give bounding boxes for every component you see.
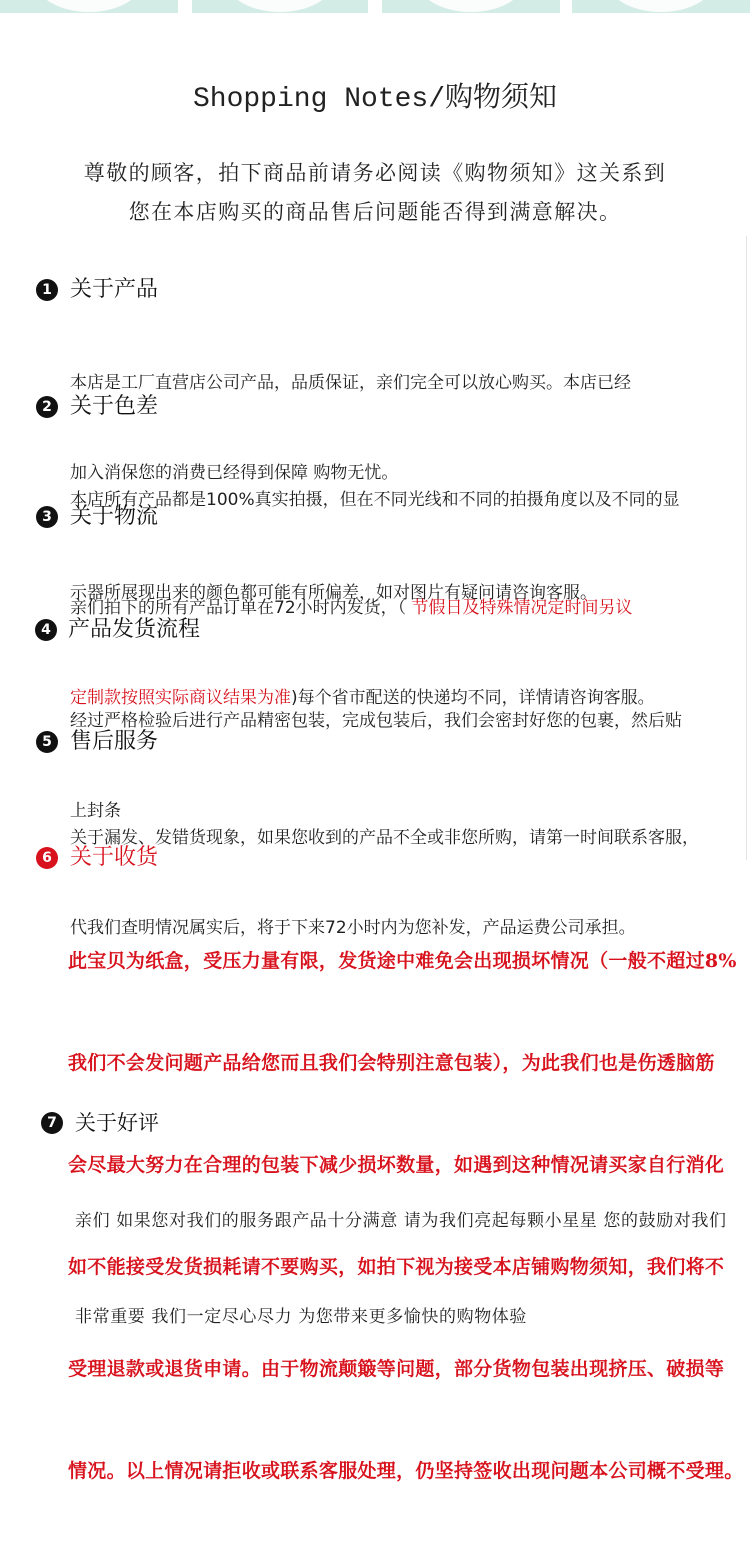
thumbnail-shape: [224, 0, 336, 12]
number-3-icon: 3: [36, 506, 58, 528]
thumbnail-shape: [415, 0, 527, 12]
body-text: 亲们拍下的所有产品订单在72小时内发货，（: [70, 598, 412, 618]
thumbnail-shape: [605, 0, 717, 12]
body-line: 本店所有产品都是100%真实拍摄，但在不同光线和不同的拍摄角度以及不同的显: [70, 490, 680, 510]
body-line: 会尽最大努力在合理的包装下减少损坏数量，如遇到这种情况请买家自行消化: [68, 1154, 725, 1176]
section-heading: 关于物流: [70, 504, 159, 529]
number-7-icon: 7: [41, 1112, 63, 1134]
body-line: 情况。以上情况请拒收或联系客服处理，仍坚持签收出现问题本公司概不受理。: [68, 1460, 744, 1482]
thumbnail-image: [382, 0, 560, 13]
section-heading: 关于好评: [75, 1111, 159, 1135]
number-6-icon: 6: [36, 847, 58, 869]
section-heading: 关于收货: [70, 845, 159, 870]
body-line: 我们不会发问题产品给您而且我们会特别注意包装），为此我们也是伤透脑筋: [68, 1052, 715, 1074]
body-line: 受理退款或退货申请。由于物流颠簸等问题，部分货物包装出现挤压、破损等: [68, 1358, 725, 1380]
section-heading: 关于色差: [70, 394, 159, 419]
body-text: )每个省市配送的快递均不同，详情请咨询客服。: [291, 688, 655, 708]
number-4-icon: 4: [35, 619, 57, 641]
section-heading-row: [0, 843, 750, 873]
thumbnail-shape: [33, 0, 145, 12]
section-heading: 售后服务: [70, 729, 159, 754]
body-line: 关于漏发、发错货现象，如果您收到的产品不全或非您所购，请第一时间联系客服，: [70, 828, 699, 848]
body-line: 如不能接受发货损耗请不要购买，如拍下视为接受本店铺购物须知，我们将不: [68, 1256, 725, 1278]
body-line: 亲们 如果您对我们的服务跟产品十分满意 请为我们亮起每颗小星星 您的鼓励对我们: [75, 1211, 727, 1231]
body-line: 加入消保您的消费已经得到保障 购物无忧。: [70, 463, 399, 483]
body-line: 本店是工厂直营店公司产品，品质保证，亲们完全可以放心购买。本店已经: [70, 373, 631, 393]
body-line: 代我们查明情况属实后，将于下来72小时内为您补发，产品运费公司承担。: [70, 918, 636, 938]
number-1-icon: 1: [36, 279, 58, 301]
section-heading-row: [0, 727, 750, 757]
section-heading-row: [0, 1108, 750, 1138]
body-line: 非常重要 我们一定尽心尽力 为您带来更多愉快的购物体验: [75, 1307, 528, 1327]
highlight-text: 定制款按照实际商议结果为准: [70, 688, 291, 708]
page-title: Shopping Notes/购物须知: [192, 84, 558, 115]
body-line: 此宝贝为纸盒，受压力量有限，发货途中难免会出现损坏情况（一般不超过8%: [68, 950, 737, 972]
thumbnail-image: [192, 0, 368, 13]
section-heading: 关于产品: [70, 277, 159, 302]
section-heading: 产品发货流程: [68, 617, 201, 642]
body-line: 示器所展现出来的颜色都可能有所偏差，如对图片有疑问请咨询客服。: [70, 583, 597, 603]
number-5-icon: 5: [36, 731, 58, 753]
thumbnail-image: [0, 0, 178, 13]
intro-line-2: 您在本店购买的商品售后问题能否得到满意解决。: [128, 200, 622, 224]
section-heading-row: [0, 275, 750, 305]
body-line: 经过严格检验后进行产品精密包装，完成包装后，我们会密封好您的包裹，然后贴: [70, 711, 682, 731]
number-2-icon: 2: [36, 396, 58, 418]
section-heading-row: [0, 392, 750, 422]
section-heading-row: [0, 502, 750, 532]
section-body: [75, 1141, 727, 1397]
intro-line-1: 尊敬的顾客，拍下商品前请务必阅读《购物须知》这关系到: [83, 161, 667, 185]
thumbnail-image: [572, 0, 750, 13]
body-line: 上封条: [70, 801, 121, 821]
right-divider: [746, 236, 747, 860]
highlight-text: 节假日及特殊情况定时间另议: [411, 598, 633, 618]
section-heading-row: [0, 615, 750, 645]
